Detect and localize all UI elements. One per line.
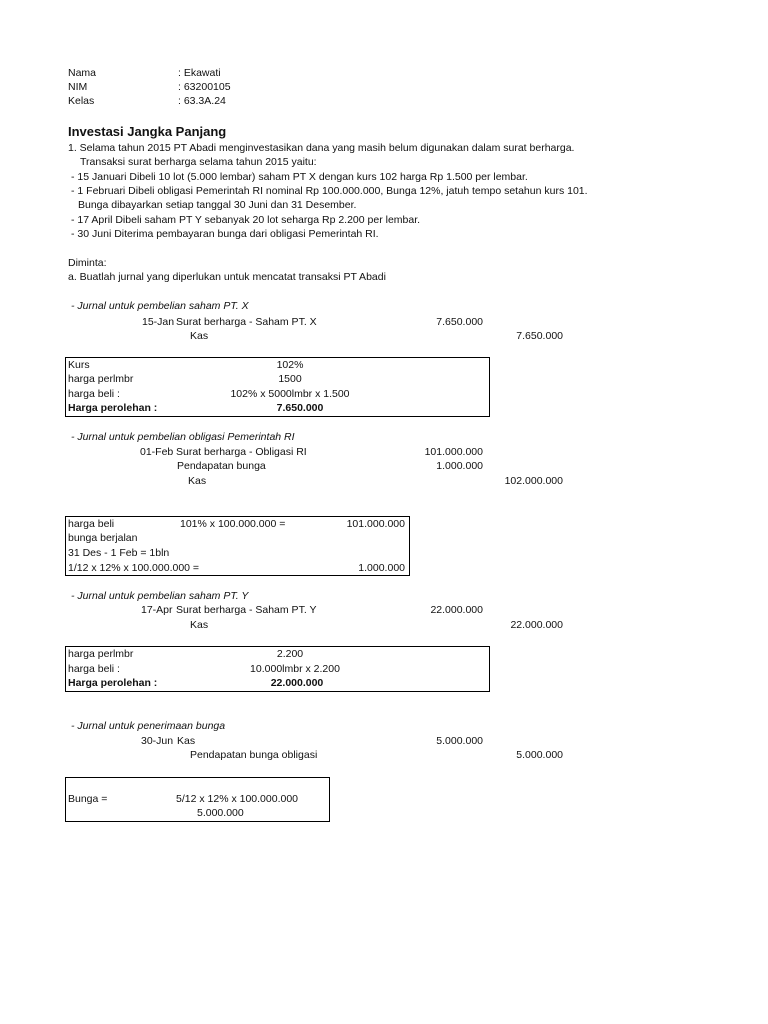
harga-perolehan-value: 7.650.000 <box>276 402 324 414</box>
problem-line-7: - 30 Juni Diterima pembayaran bunga dari obligasi Pemerintah RI. <box>71 228 379 240</box>
journal-4-debit-account: Kas <box>177 735 196 747</box>
journal-1-debit-account: Surat berharga - Saham PT. X <box>176 316 317 328</box>
journal-1-date: 15-Jan <box>142 316 175 328</box>
harga-beli-formula: 101% x 100.000.000 = <box>180 518 286 530</box>
problem-line-1: 1. Selama tahun 2015 PT Abadi menginvestasikan dana yang masih belum digunakan dalam surat berharga. <box>68 142 575 154</box>
nama-value: : Ekawati <box>178 67 221 79</box>
bunga-berjalan-label: bunga berjalan <box>68 532 138 544</box>
journal-2-credit-account: Kas <box>188 475 207 487</box>
journal-4-debit-amount: 5.000.000 <box>436 735 483 747</box>
kelas-value: : 63.3A.24 <box>178 95 226 107</box>
journal-3-date: 17-Apr <box>141 604 173 616</box>
problem-line-2: Transaksi surat berharga selama tahun 2015 yaitu: <box>80 156 317 168</box>
journal-4-date: 30-Jun <box>141 735 174 747</box>
kelas-label: Kelas <box>68 95 95 107</box>
harga-perlembar-label: harga perlmbr <box>68 373 134 385</box>
harga-beli-value: 101.000.000 <box>346 518 405 530</box>
journal-4-heading: - Jurnal untuk penerimaan bunga <box>71 720 226 732</box>
kurs-value: 102% <box>276 359 304 371</box>
harga-perlembar-label: harga perlmbr <box>68 648 134 660</box>
harga-perolehan-label: Harga perolehan : <box>68 677 158 689</box>
journal-1-credit-amount: 7.650.000 <box>516 330 563 342</box>
harga-perlembar-value: 2.200 <box>276 648 304 660</box>
journal-2-debit-amount: 101.000.000 <box>424 446 483 458</box>
journal-2-date: 01-Feb <box>140 446 174 458</box>
journal-2-debit2-amount: 1.000.000 <box>436 460 483 472</box>
bunga-value: 1.000.000 <box>358 562 405 574</box>
harga-beli-value: 10.000lmbr x 2.200 <box>250 663 340 675</box>
journal-3-debit-amount: 22.000.000 <box>430 604 483 616</box>
nim-label: NIM <box>68 81 88 93</box>
page-title: Investasi Jangka Panjang <box>68 124 227 139</box>
bunga-period: 31 Des - 1 Feb = 1bln <box>68 547 170 559</box>
journal-3-credit-account: Kas <box>190 619 209 631</box>
bunga-label: Bunga = <box>68 793 108 805</box>
diminta-label: Diminta: <box>68 257 107 269</box>
harga-beli-value: 102% x 5000lmbr x 1.500 <box>230 388 350 400</box>
journal-2-debit-account: Surat berharga - Obligasi RI <box>176 446 307 458</box>
journal-3-credit-amount: 22.000.000 <box>510 619 563 631</box>
harga-perolehan-value: 22.000.000 <box>270 677 324 689</box>
journal-2-debit2-account: Pendapatan bunga <box>177 460 266 472</box>
nim-value: : 63200105 <box>178 81 231 93</box>
journal-4-credit-account: Pendapatan bunga obligasi <box>190 749 318 761</box>
journal-3-debit-account: Surat berharga - Saham PT. Y <box>176 604 317 616</box>
harga-beli-label: harga beli : <box>68 388 120 400</box>
harga-beli-label: harga beli <box>68 518 115 530</box>
kurs-label: Kurs <box>68 359 90 371</box>
nama-label: Nama <box>68 67 97 79</box>
journal-4-credit-amount: 5.000.000 <box>516 749 563 761</box>
journal-1-heading: - Jurnal untuk pembelian saham PT. X <box>71 300 249 312</box>
journal-2-credit-amount: 102.000.000 <box>504 475 563 487</box>
journal-2-heading: - Jurnal untuk pembelian obligasi Pemerintah RI <box>71 431 295 443</box>
problem-line-6: - 17 April Dibeli saham PT Y sebanyak 20 lot seharga Rp 2.200 per lembar. <box>71 214 421 226</box>
bunga-value: 5.000.000 <box>197 807 244 819</box>
harga-beli-label: harga beli : <box>68 663 120 675</box>
journal-3-heading: - Jurnal untuk pembelian saham PT. Y <box>71 590 249 602</box>
problem-line-3: - 15 Januari Dibeli 10 lot (5.000 lembar) saham PT X dengan kurs 102 harga Rp 1.500 per lembar. <box>71 171 528 183</box>
journal-1-credit-account: Kas <box>190 330 209 342</box>
journal-1-debit-amount: 7.650.000 <box>436 316 483 328</box>
bunga-formula: 5/12 x 12% x 100.000.000 <box>176 793 299 805</box>
problem-line-4: - 1 Februari Dibeli obligasi Pemerintah RI nominal Rp 100.000.000, Bunga 12%, jatuh tempo setahun kurs 101. <box>71 185 588 197</box>
task-a: a. Buatlah jurnal yang diperlukan untuk mencatat transaksi PT Abadi <box>68 271 386 283</box>
harga-perolehan-label: Harga perolehan : <box>68 402 158 414</box>
bunga-formula: 1/12 x 12% x 100.000.000 = <box>68 562 200 574</box>
harga-perlembar-value: 1500 <box>278 373 302 385</box>
problem-line-5: Bunga dibayarkan setiap tanggal 30 Juni dan 31 Desember. <box>78 199 357 211</box>
